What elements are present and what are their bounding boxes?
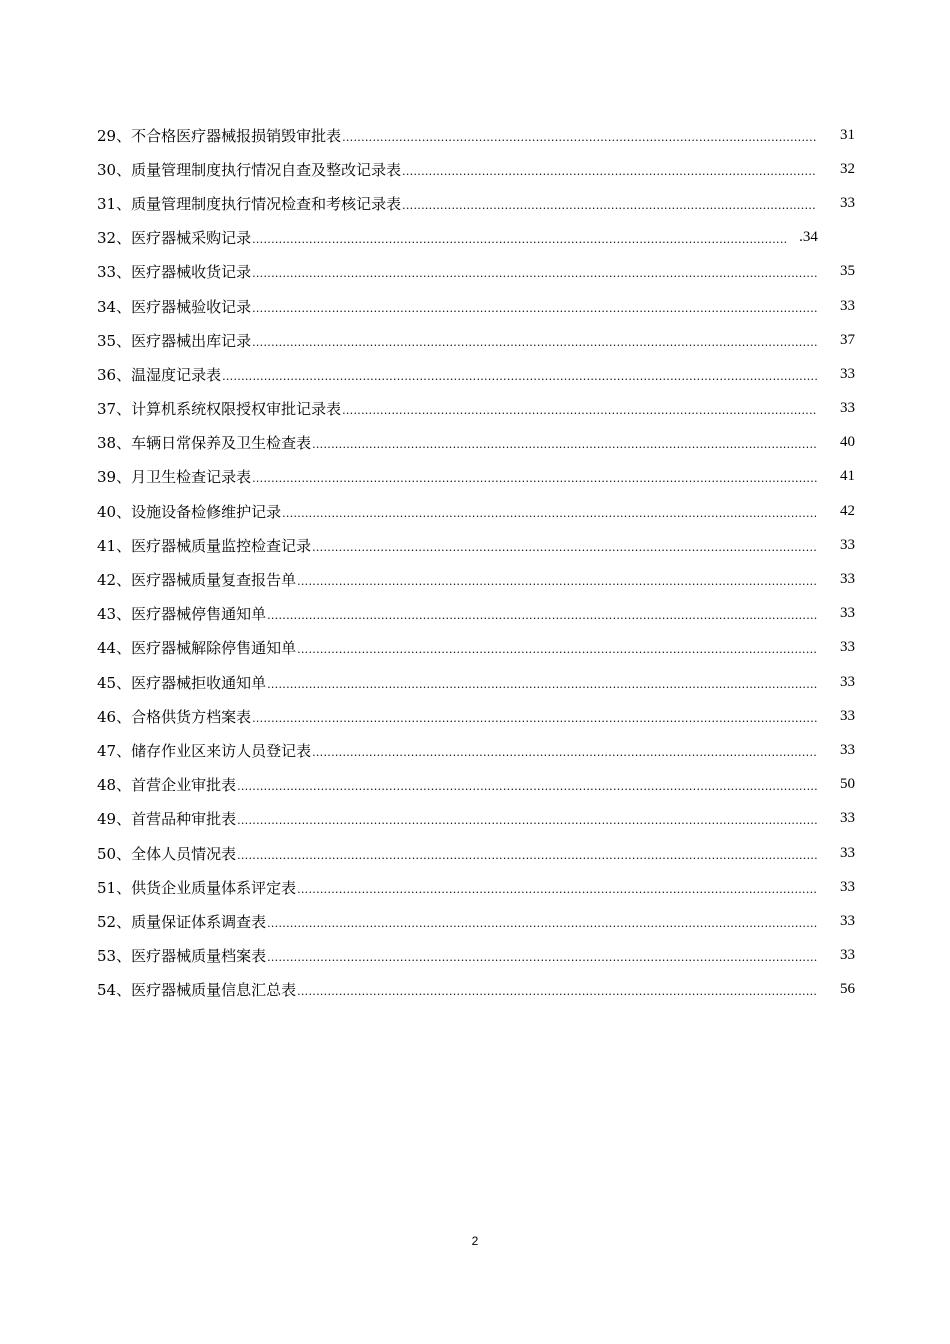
toc-entry-title: 42、医疗器械质量复查报告单: [97, 571, 297, 590]
toc-dot-leader: [297, 575, 817, 588]
toc-entry-37[interactable]: [97, 392, 855, 426]
toc-dot-leader: [252, 336, 817, 349]
toc-entry-48[interactable]: [97, 768, 855, 802]
toc-entry-38[interactable]: [97, 426, 855, 460]
toc-entry-title: 30、质量管理制度执行情况自查及整改记录表: [97, 160, 402, 179]
toc-entry-page: 33: [840, 878, 855, 895]
toc-entry-page: 33: [840, 810, 855, 827]
toc-entry-title: 36、温湿度记录表: [97, 365, 222, 384]
toc-entry-52[interactable]: [97, 904, 855, 938]
toc-entry-title: 47、储存作业区来访人员登记表: [97, 741, 312, 760]
toc-dot-leader: [237, 849, 817, 862]
toc-entry-45[interactable]: [97, 665, 855, 699]
toc-entry-41[interactable]: [97, 528, 855, 562]
toc-dot-leader: [342, 404, 817, 417]
toc-entry-page: 33: [840, 639, 855, 656]
toc-entry-title: 43、医疗器械停售通知单: [97, 605, 267, 624]
toc-dot-leader: [252, 302, 817, 315]
toc-entry-34[interactable]: [97, 289, 855, 323]
toc-dot-leader: [282, 507, 817, 520]
toc-entry-page: 33: [840, 912, 855, 929]
toc-entry-title: 29、不合格医疗器械报损销毁审批表: [97, 126, 342, 145]
toc-dot-leader: [312, 438, 817, 451]
toc-entry-page: 35: [840, 263, 855, 280]
toc-dot-leader: [267, 678, 817, 691]
toc-entry-46[interactable]: [97, 699, 855, 733]
toc-entry-page: 33: [840, 365, 855, 382]
toc-entry-page: 33: [840, 400, 855, 417]
toc-entry-30[interactable]: [97, 152, 855, 186]
toc-entry-title: 52、质量保证体系调查表: [97, 912, 267, 931]
toc-entry-35[interactable]: [97, 323, 855, 357]
toc-entry-page: 33: [840, 707, 855, 724]
toc-entry-50[interactable]: [97, 836, 855, 870]
toc-entry-51[interactable]: [97, 870, 855, 904]
toc-entry-page: 31: [840, 126, 855, 143]
toc-entry-title: 45、医疗器械拒收通知单: [97, 673, 267, 692]
toc-entry-title: 39、月卫生检查记录表: [97, 468, 252, 487]
toc-entry-44[interactable]: [97, 631, 855, 665]
toc-entry-title: 34、医疗器械验收记录: [97, 297, 252, 316]
page-number: 2: [471, 1234, 479, 1248]
toc-dot-leader: [342, 131, 817, 144]
toc-entry-title: 54、医疗器械质量信息汇总表: [97, 981, 297, 1000]
toc-dot-leader: [237, 814, 817, 827]
toc-entry-40[interactable]: [97, 494, 855, 528]
toc-entry-title: 46、合格供货方档案表: [97, 707, 252, 726]
toc-entry-page: 42: [840, 502, 855, 519]
toc-entry-title: 33、医疗器械收货记录: [97, 263, 252, 282]
toc-entry-39[interactable]: [97, 460, 855, 494]
toc-dot-leader: [402, 199, 817, 212]
toc-entry-page: 33: [840, 673, 855, 690]
toc-entry-page: 33: [840, 297, 855, 314]
toc-entry-31[interactable]: [97, 186, 855, 220]
toc-entry-54[interactable]: [97, 973, 855, 1007]
toc-entry-title: 41、医疗器械质量监控检查记录: [97, 536, 312, 555]
toc-dot-leader: [312, 541, 817, 554]
toc-entry-43[interactable]: [97, 597, 855, 631]
toc-entry-title: 49、首营品种审批表: [97, 810, 237, 829]
toc-entry-title: 51、供货企业质量体系评定表: [97, 878, 297, 897]
toc-dot-leader: [297, 985, 817, 998]
toc-entry-47[interactable]: [97, 733, 855, 767]
toc-entry-page: 33: [840, 844, 855, 861]
toc-entry-page: 33: [840, 571, 855, 588]
toc-entry-title: 48、首营企业审批表: [97, 776, 237, 795]
toc-entry-page: 41: [840, 468, 855, 485]
toc-entry-page: 50: [840, 776, 855, 793]
toc-entry-title: 31、质量管理制度执行情况检查和考核记录表: [97, 194, 402, 213]
toc-entry-33[interactable]: [97, 255, 855, 289]
toc-entry-page: 32: [840, 160, 855, 177]
toc-entry-29[interactable]: [97, 118, 855, 152]
toc-dot-leader: [297, 643, 817, 656]
toc-entry-title: 35、医疗器械出库记录: [97, 331, 252, 350]
toc-entry-53[interactable]: [97, 939, 855, 973]
table-of-contents: [97, 118, 855, 1007]
toc-entry-page: 56: [840, 981, 855, 998]
toc-entry-title: 44、医疗器械解除停售通知单: [97, 639, 297, 658]
toc-entry-32[interactable]: [97, 221, 855, 255]
toc-entry-49[interactable]: [97, 802, 855, 836]
toc-dot-leader: [252, 233, 787, 246]
toc-entry-42[interactable]: [97, 562, 855, 596]
toc-dot-leader: [267, 609, 817, 622]
toc-entry-page: .34: [799, 229, 818, 246]
toc-dot-leader: [402, 165, 817, 178]
toc-dot-leader: [267, 917, 817, 930]
toc-dot-leader: [252, 472, 817, 485]
toc-entry-page: 40: [840, 434, 855, 451]
toc-dot-leader: [312, 746, 817, 759]
toc-dot-leader: [237, 780, 817, 793]
toc-entry-title: 40、设施设备检修维护记录: [97, 502, 282, 521]
toc-dot-leader: [267, 951, 817, 964]
toc-entry-title: 32、医疗器械采购记录: [97, 229, 252, 248]
toc-entry-page: 33: [840, 605, 855, 622]
toc-entry-page: 37: [840, 331, 855, 348]
toc-entry-title: 38、车辆日常保养及卫生检查表: [97, 434, 312, 453]
toc-dot-leader: [252, 267, 817, 280]
toc-entry-page: 33: [840, 194, 855, 211]
toc-dot-leader: [252, 712, 817, 725]
toc-entry-page: 33: [840, 536, 855, 553]
toc-dot-leader: [222, 370, 817, 383]
toc-entry-page: 33: [840, 741, 855, 758]
toc-entry-title: 37、计算机系统权限授权审批记录表: [97, 400, 342, 419]
toc-entry-title: 53、医疗器械质量档案表: [97, 947, 267, 966]
toc-entry-36[interactable]: [97, 357, 855, 391]
toc-dot-leader: [297, 883, 817, 896]
toc-entry-title: 50、全体人员情况表: [97, 844, 237, 863]
toc-entry-page: 33: [840, 947, 855, 964]
